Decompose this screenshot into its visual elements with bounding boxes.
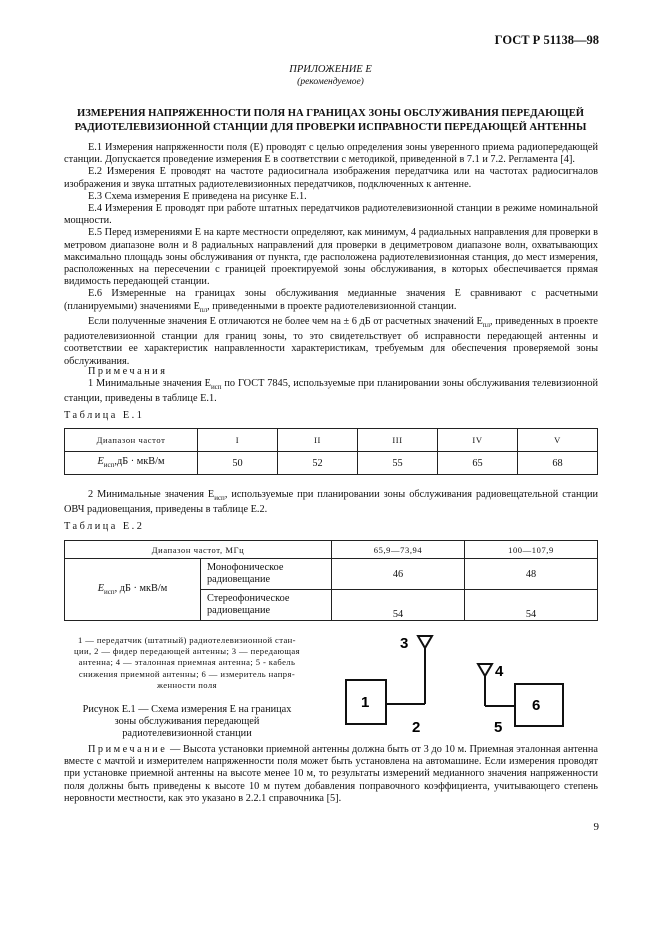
annex-title: ПРИЛОЖЕНИЕ Е [289, 64, 372, 75]
table2-stereo-value-2: 54 [465, 590, 598, 621]
paragraph-e3: Е.3 Схема измерения E приведена на рисунке Е.1. [88, 190, 307, 202]
transmitting-antenna-icon [418, 636, 432, 672]
figure-legend [64, 635, 310, 691]
table2-mono-value-1: 46 [332, 559, 465, 590]
table1-caption: Таблица Е.1 [64, 410, 145, 421]
note-2-block [64, 489, 598, 516]
table1-band: III [358, 429, 438, 452]
table1-value: 55 [358, 452, 438, 475]
table2-header-label: Диапазон частот, МГц [65, 541, 332, 559]
standard-number: ГОСТ Р 51138—98 [494, 33, 599, 47]
note-1: 1 Минимальные значения $E_{исп}$ по ГОСТ 7845, используемые при планировании зоны обслуживания телевизионной станции, приведены в таблице Е.1. [64, 378, 599, 405]
legend-line: 1 — передатчик (штатный) радиотелевизионной стан- [78, 635, 296, 645]
table1-band: V [518, 429, 598, 452]
label-3: 3 [400, 635, 409, 652]
paragraph-e5: Е.5 Перед измерениями E на карте местности определяют, как минимум, 4 радиальных направления для проверки в метровом диапазоне волн и 8 радиальных направлений для проверки в дециметровом диапазоне волн, охватывающих максимально площадь зоны обслуживания от пункта, где расположена радиотелевизионная станция, до мест измерения, расположенных на пересечении с границей проектируемой зоны обслуживания, в которых обеспечивается прямая видимость передающей станции. [64, 227, 598, 288]
receiving-antenna-icon [478, 664, 492, 706]
annex-heading [0, 64, 661, 88]
annex-status: (рекомендуемое) [297, 77, 364, 87]
paragraph-e1: Е.1 Измерения напряженности поля (E) проводят с целью определения зоны уверенного приема радиопередающей станции. Допускается проведение измерения E в соответствии с методикой, приведенной в 7.1 и 7.2. Регламента [4]. [64, 142, 598, 166]
paragraph-e2: Е.2 Измерения E проводят на частоте радиосигнала изображения передатчика или на частотах радиосигналов изображения и звука штатных радиотелевизионных передатчиков, подключенных к антенне. [64, 166, 598, 190]
table2-mono-value-2: 48 [465, 559, 598, 590]
label-1: 1 [361, 694, 370, 711]
final-note-label: Примечание [88, 744, 168, 755]
table-e1 [64, 428, 598, 475]
note-2: 2 Минимальные значения $E_{исп}$, используемые при планировании зоны обслуживания радиовещательной станции ОВЧ радиовещания, приведены в таблице Е.2. [64, 489, 599, 516]
table2-col-2: 100—107,9 [465, 541, 598, 559]
legend-line: антенна; 4 — эталонная приемная антенна; 5 - кабель [78, 657, 296, 668]
final-note [64, 744, 598, 805]
table2-caption: Таблица Е.2 [64, 521, 145, 532]
table1-value: 50 [198, 452, 278, 475]
notes-heading: Примечания [88, 366, 168, 377]
table1-header-label: Диапазон частот [65, 429, 198, 452]
table2-stereo-value-1: 54 [332, 590, 465, 621]
paragraph-e7: Если полученные значения E отличаются не более чем на ± 6 дБ от расчетных значений $E_{пл}$, приведенных в проекте радиотелевизионной станции для границ зоны, то это свидетельствует об исправности передающей антенны и соответствии ее характеристик направленности характеристикам, требуемым для обеспечения проверяемой зоны обслуживания. [64, 315, 599, 367]
figure-caption: Рисунок Е.1 — Схема измерения E на границах зоны обслуживания передающей радиотелевизионной станции [82, 704, 292, 740]
table2-row-label: $E_{исп}$, дБ · мкВ/м [65, 559, 201, 621]
label-2: 2 [412, 719, 421, 736]
table1-band: I [198, 429, 278, 452]
measurement-diagram [330, 628, 598, 746]
table1-band: IV [438, 429, 518, 452]
legend-line: снижения приемной антенны; 6 — измеритель напря- [78, 668, 296, 679]
final-note-text: — Высота установки приемной антенны должна быть от 3 до 10 м. Приемная эталонная антенна вместе с мачтой и измерителем напряженности поля может быть установлена на автомашине. Если измерения проводят при установке приемной антенны на высоте менее 10 м, то результаты измерений медианного значения напряженности поля должны быть приведены к высоте 10 м путем добавления поправочного коэффициента, учитывающего степень неровности местности, как это указано в 2.2.1 справочника [5]. [64, 744, 598, 804]
table2-col-1: 65,9—73,94 [332, 541, 465, 559]
table1-value: 52 [278, 452, 358, 475]
section-title-line-1: ИЗМЕРЕНИЯ НАПРЯЖЕННОСТИ ПОЛЯ НА ГРАНИЦАХ ЗОНЫ ОБСЛУЖИВАНИЯ ПЕРЕДАЮЩЕЙ [76, 108, 585, 119]
table1-band: II [278, 429, 358, 452]
table-e2 [64, 540, 598, 621]
section-title [60, 107, 601, 134]
label-5: 5 [494, 719, 503, 736]
legend-line: женности поля [157, 679, 217, 690]
body-text [64, 142, 598, 368]
legend-line: ции, 2 — фидер передающей антенны; 3 — передающая [74, 646, 300, 657]
notes-block [64, 366, 598, 406]
page-number: 9 [593, 821, 599, 833]
paragraph-e6: Е.6 Измеренные на границах зоны обслуживания медианные значения E сравнивают с расчетными (планируемыми) значениями $E_{пл}$, приведенными в проекте радиотелевизионной станции. [64, 288, 598, 314]
table1-value: 68 [518, 452, 598, 475]
section-title-line-2: РАДИОТЕЛЕВИЗИОННОЙ СТАНЦИИ ДЛЯ ПРОВЕРКИ ИСПРАВНОСТИ ПЕРЕДАЮЩЕЙ АНТЕННЫ [74, 121, 587, 133]
paragraph-e4: Е.4 Измерения E проводят при работе штатных передатчиков радиотелевизионной станции в режиме номинальной мощности. [64, 203, 598, 227]
table2-mono-label: Монофоническое радиовещание [201, 559, 332, 590]
label-6: 6 [532, 697, 541, 714]
table2-stereo-label: Стереофоническое радиовещание [201, 590, 332, 621]
label-4: 4 [495, 663, 504, 680]
table1-row-label: $E_{исп},дБ \cdot мкВ/м$ [65, 452, 198, 475]
table1-value: 65 [438, 452, 518, 475]
